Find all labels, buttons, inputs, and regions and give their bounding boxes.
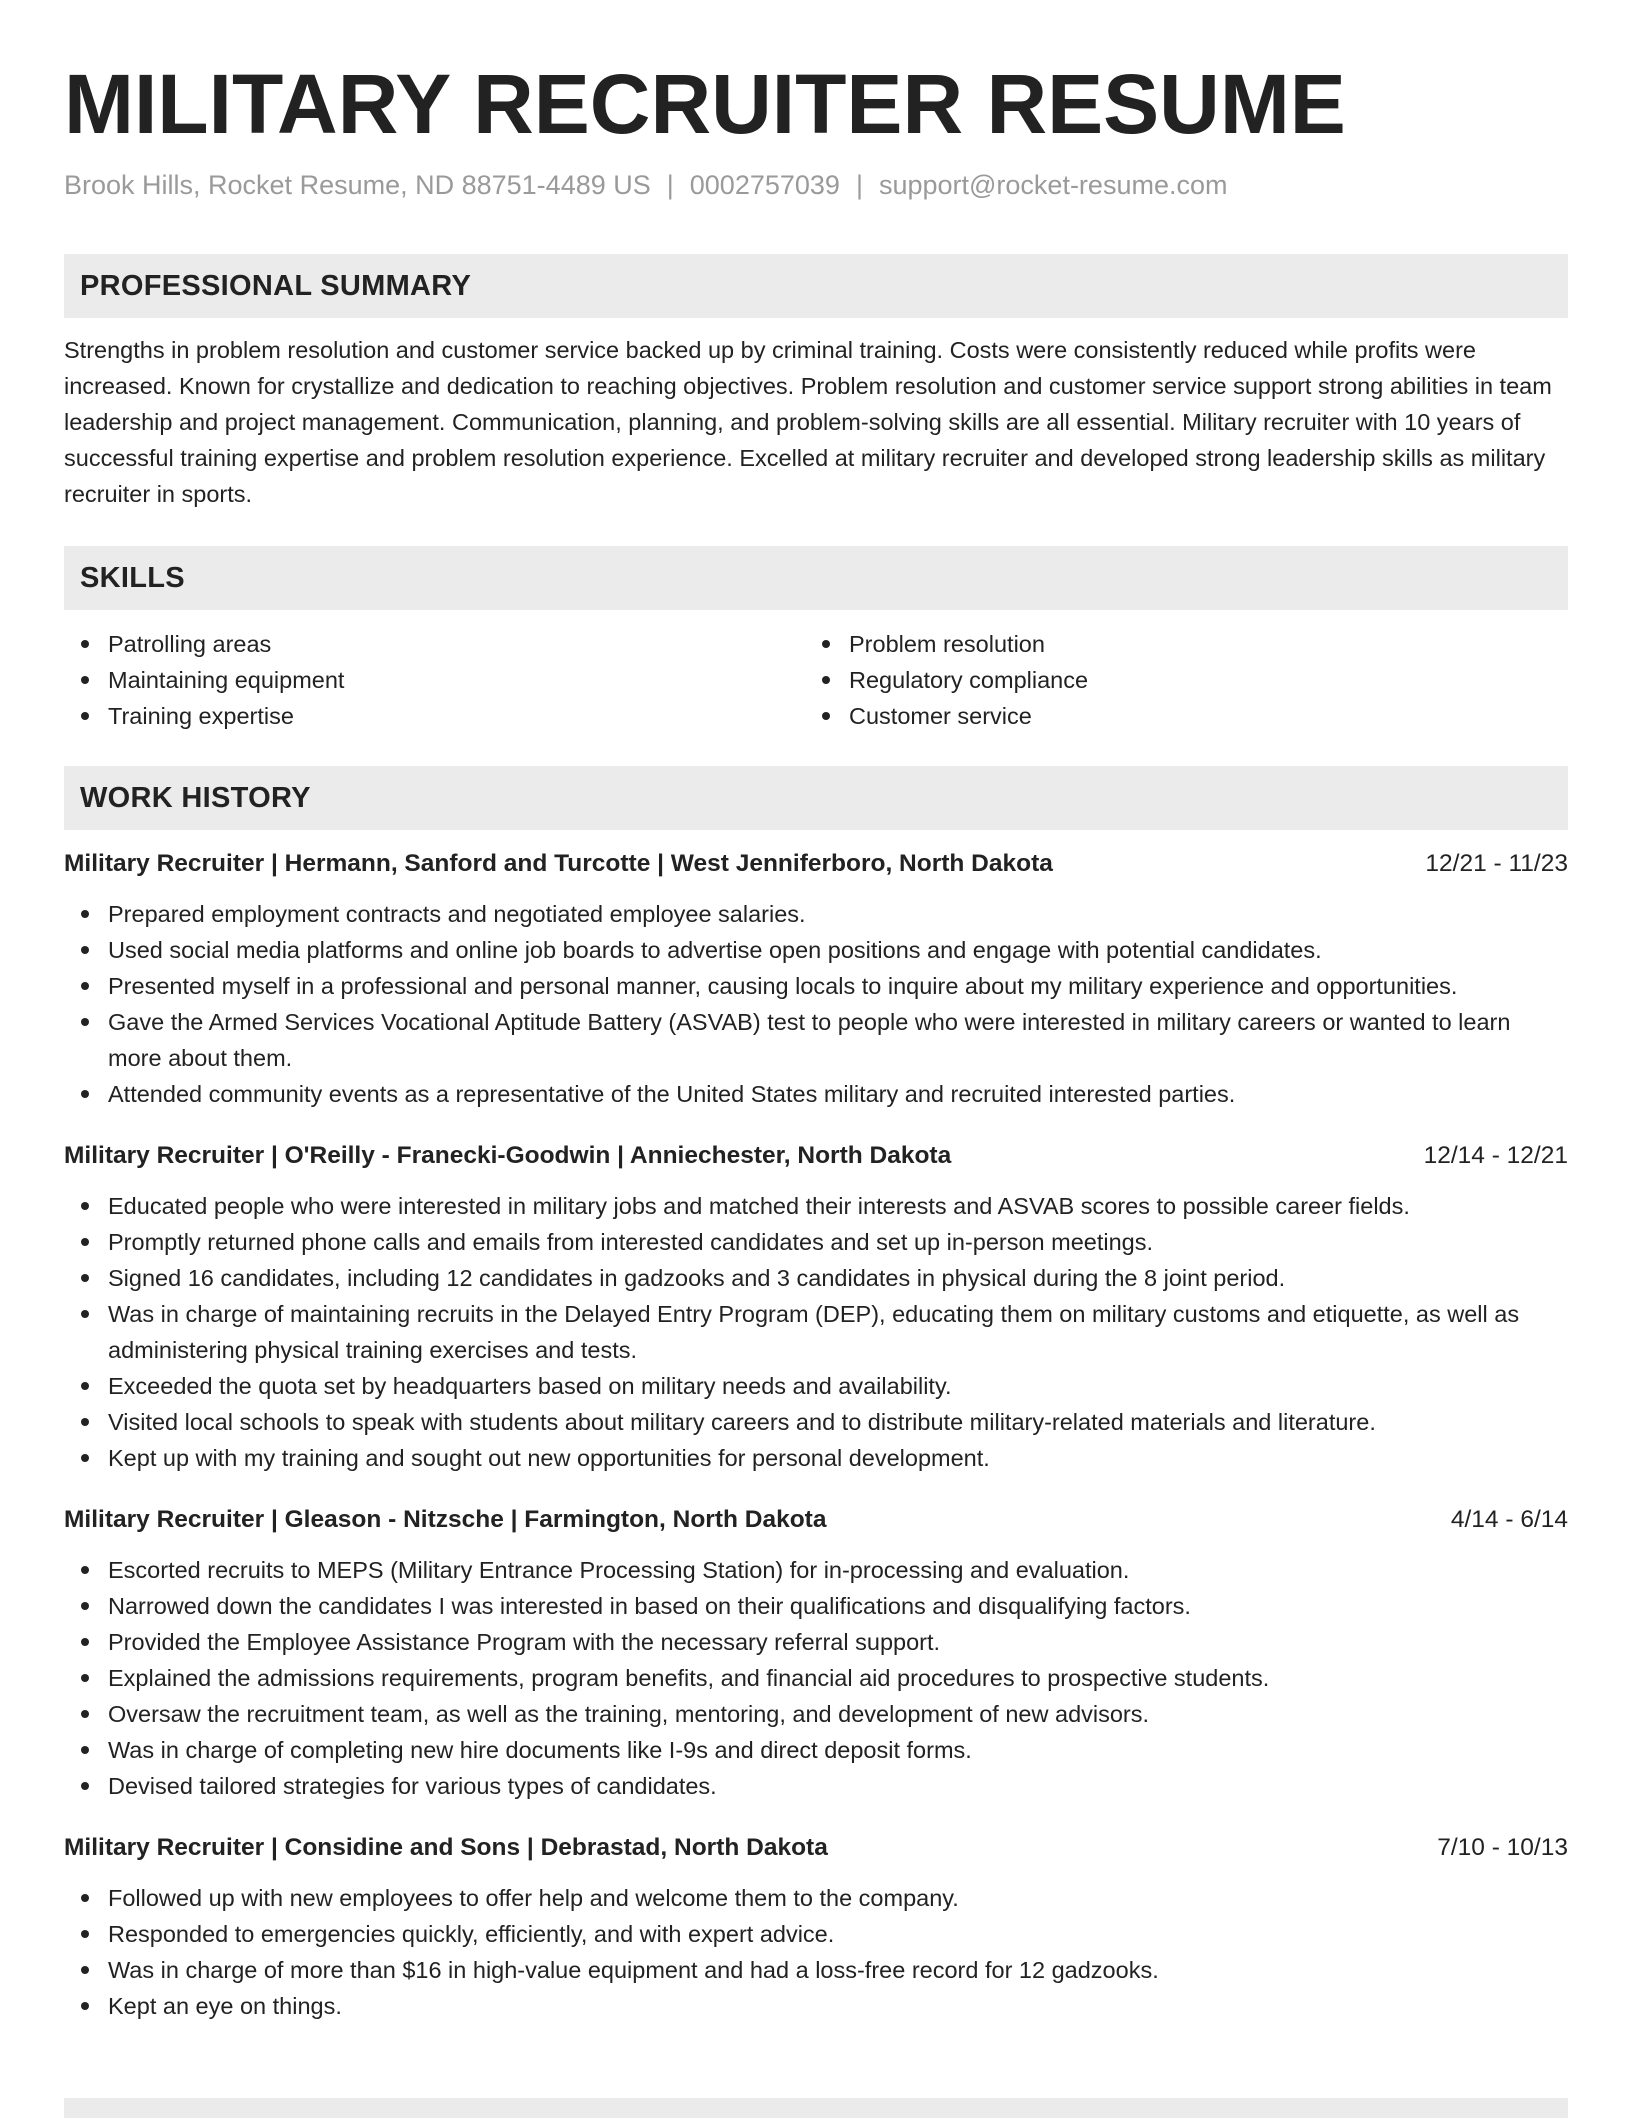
resume-title: MILITARY RECRUITER RESUME	[64, 57, 1346, 151]
job-bullet: Used social media platforms and online job boards to advertise open positions and engage with potential candidates.	[108, 932, 1568, 968]
job-bullet: Gave the Armed Services Vocational Aptitude Battery (ASVAB) test to people who were interested in military careers or wanted to learn more about them.	[108, 1004, 1568, 1076]
job-bullet: Was in charge of more than $16 in high-value equipment and had a loss-free record for 12 gadzooks.	[108, 1952, 1568, 1988]
skill-item: Regulatory compliance	[849, 662, 1548, 698]
job-bullet: Responded to emergencies quickly, efficiently, and with expert advice.	[108, 1916, 1568, 1952]
job-bullet: Devised tailored strategies for various types of candidates.	[108, 1768, 1568, 1804]
work-history-heading: WORK HISTORY	[64, 766, 1568, 830]
skills-heading: SKILLS	[64, 546, 1568, 610]
job-bullet: Followed up with new employees to offer help and welcome them to the company.	[108, 1880, 1568, 1916]
job-dates: 12/14 - 12/21	[1423, 1142, 1568, 1169]
job-bullet: Provided the Employee Assistance Program with the necessary referral support.	[108, 1624, 1568, 1660]
job-title: Military Recruiter | Gleason - Nitzsche | Farmington, North Dakota	[64, 1506, 827, 1533]
skill-item: Problem resolution	[849, 626, 1548, 662]
job-bullet: Was in charge of completing new hire documents like I-9s and direct deposit forms.	[108, 1732, 1568, 1768]
job-bullets	[64, 1188, 1568, 1476]
job-title: Military Recruiter | Considine and Sons | Debrastad, North Dakota	[64, 1834, 828, 1861]
resume-page	[64, 54, 1568, 2024]
job-title: Military Recruiter | O'Reilly - Franecki-Goodwin | Anniechester, North Dakota	[64, 1142, 952, 1169]
job-dates: 4/14 - 6/14	[1450, 1506, 1568, 1533]
summary-text: Strengths in problem resolution and customer service backed up by criminal training. Costs were consistently reduced while profits were increased. Known for crystallize and dedication to reaching objectives. Problem resolution and customer service support strong abilities in team leadership and project management. Communication, planning, and problem-solving skills are all essential. Military recruiter with 10 years of successful training expertise and problem resolution experience. Excelled at military recruiter and developed strong leadership skills as military recruiter in sports.	[64, 337, 1552, 507]
contact-separator: |	[666, 170, 674, 200]
job-bullet: Escorted recruits to MEPS (Military Entrance Processing Station) for in-processing and evaluation.	[108, 1552, 1568, 1588]
job-bullets	[64, 1880, 1568, 2024]
job-bullet: Explained the admissions requirements, program benefits, and financial aid procedures to prospective students.	[108, 1660, 1568, 1696]
job-bullet: Kept an eye on things.	[108, 1988, 1568, 2024]
job-dates: 12/21 - 11/23	[1425, 850, 1568, 877]
job-bullets	[64, 896, 1568, 1112]
job-bullet: Oversaw the recruitment team, as well as the training, mentoring, and development of new advisors.	[108, 1696, 1568, 1732]
skill-item: Maintaining equipment	[108, 662, 806, 698]
job-bullet: Attended community events as a representative of the United States military and recruited interested parties.	[108, 1076, 1568, 1112]
contact-phone: 0002757039	[689, 170, 840, 200]
skills-list	[64, 626, 1568, 734]
job-bullet: Visited local schools to speak with students about military careers and to distribute military-related materials and literature.	[108, 1404, 1568, 1440]
job-bullet: Narrowed down the candidates I was interested in based on their qualifications and disqualifying factors.	[108, 1588, 1568, 1624]
skill-item: Training expertise	[108, 698, 806, 734]
job-header	[64, 846, 1568, 882]
job-bullet: Kept up with my training and sought out new opportunities for personal development.	[108, 1440, 1568, 1476]
contact-email: support@rocket-resume.com	[878, 170, 1228, 200]
summary-heading: PROFESSIONAL SUMMARY	[64, 254, 1568, 318]
job-header	[64, 1830, 1568, 1866]
job-entry	[64, 1830, 1568, 2024]
job-header	[64, 1138, 1568, 1174]
skills-column-1	[64, 626, 806, 734]
job-entry	[64, 846, 1568, 1112]
job-entry	[64, 1502, 1568, 1804]
job-bullet: Was in charge of maintaining recruits in the Delayed Entry Program (DEP), educating them on military customs and etiquette, as well as administering physical training exercises and tests.	[108, 1296, 1568, 1368]
job-bullet: Prepared employment contracts and negotiated employee salaries.	[108, 896, 1568, 932]
skills-column-2	[806, 626, 1548, 734]
job-bullet: Presented myself in a professional and personal manner, causing locals to inquire about my military experience and opportunities.	[108, 968, 1568, 1004]
skill-item: Customer service	[849, 698, 1548, 734]
job-bullets	[64, 1552, 1568, 1804]
job-header	[64, 1502, 1568, 1538]
skill-item: Patrolling areas	[108, 626, 806, 662]
contact-address: Brook Hills, Rocket Resume, ND 88751-4489 US	[64, 170, 651, 200]
job-bullet: Signed 16 candidates, including 12 candidates in gadzooks and 3 candidates in physical during the 8 joint period.	[108, 1260, 1568, 1296]
job-dates: 7/10 - 10/13	[1437, 1834, 1568, 1861]
job-bullet: Educated people who were interested in military jobs and matched their interests and ASVAB scores to possible career fields.	[108, 1188, 1568, 1224]
job-entry	[64, 1138, 1568, 1476]
job-bullet: Promptly returned phone calls and emails from interested candidates and set up in-person meetings.	[108, 1224, 1568, 1260]
job-bullet: Exceeded the quota set by headquarters based on military needs and availability.	[108, 1368, 1568, 1404]
contact-separator: |	[855, 170, 863, 200]
next-section-heading-bar	[64, 2098, 1568, 2118]
contact-line	[64, 168, 1568, 202]
job-title: Military Recruiter | Hermann, Sanford and Turcotte | West Jenniferboro, North Dakota	[64, 850, 1053, 877]
